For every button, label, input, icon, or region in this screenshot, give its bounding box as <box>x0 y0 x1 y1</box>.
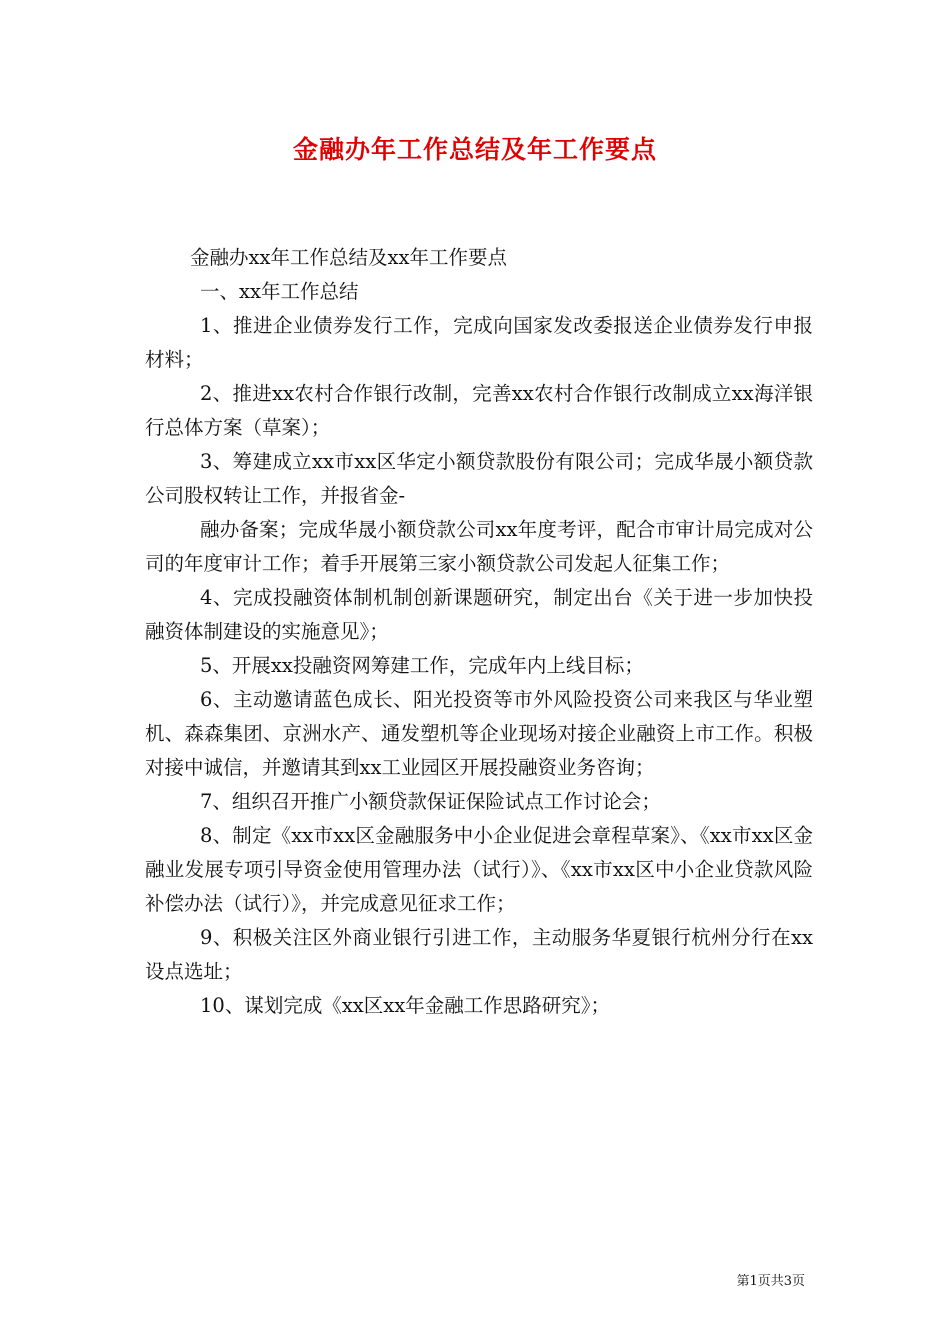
page-number: 第1页共3页 <box>736 1274 805 1289</box>
list-item: 9、积极关注区外商业银行引进工作，主动服务华夏银行杭州分行在xx设点选址； <box>145 926 813 983</box>
list-item: 6、主动邀请蓝色成长、阳光投资等市外风险投资公司来我区与华业塑机、森森集团、京洲水产、通发塑机等企业现场对接企业融资上市工作。积极对接中诚信，并邀请其到xx工业园区开展投融资业务咨询； <box>145 688 813 779</box>
list-item: 10、谋划完成《xx区xx年金融工作思路研究》； <box>200 994 611 1017</box>
page-title: 金融办年工作总结及年工作要点 <box>292 135 657 164</box>
list-item: 7、组织召开推广小额贷款保证保险试点工作讨论会； <box>200 790 661 813</box>
list-item-continuation: 融办备案；完成华晟小额贷款公司xx年度考评，配合市审计局完成对公司的年度审计工作；着手开展第三家小额贷款公司发起人征集工作； <box>145 518 813 575</box>
list-item: 5、开展xx投融资网筹建工作，完成年内上线目标； <box>200 654 644 677</box>
list-item: 2、推进xx农村合作银行改制，完善xx农村合作银行改制成立xx海洋银行总体方案（草案）； <box>145 382 813 439</box>
section-heading: 一、xx年工作总结 <box>200 280 359 303</box>
list-item: 8、制定《xx市xx区金融服务中小企业促进会章程草案》、《xx市xx区金融业发展专项引导资金使用管理办法（试行）》、《xx市xx区中小企业贷款风险补偿办法（试行）》，并完成意见征求工作； <box>145 824 813 915</box>
document-body <box>145 241 813 1023</box>
document-subtitle: 金融办xx年工作总结及xx年工作要点 <box>190 246 507 269</box>
list-item: 3、筹建成立xx市xx区华定小额贷款股份有限公司；完成华晟小额贷款公司股权转让工作，并报省金- <box>145 450 813 507</box>
list-item: 1、推进企业债券发行工作，完成向国家发改委报送企业债券发行申报材料； <box>145 314 813 371</box>
list-item: 4、完成投融资体制机制创新课题研究，制定出台《关于进一步加快投融资体制建设的实施意见》； <box>145 586 813 643</box>
